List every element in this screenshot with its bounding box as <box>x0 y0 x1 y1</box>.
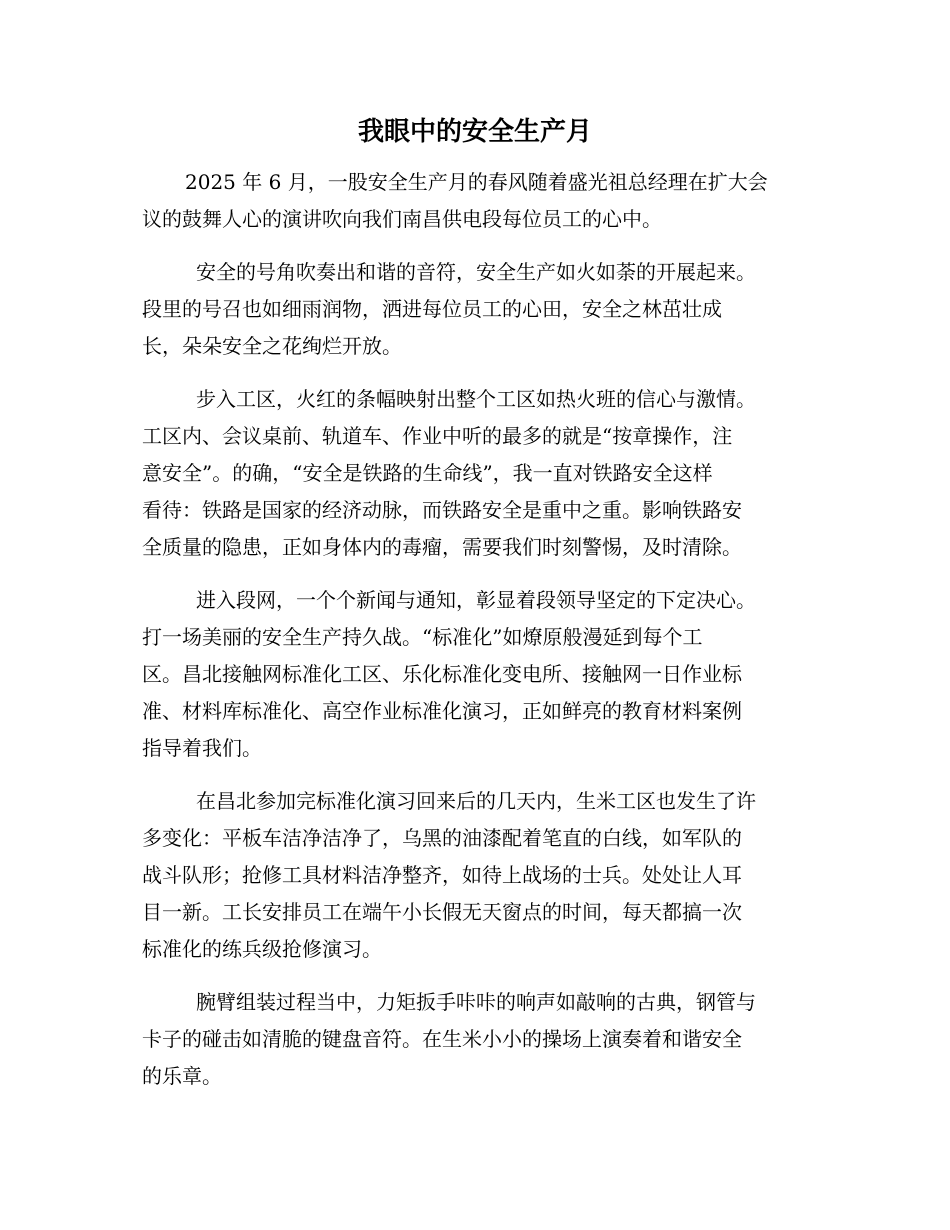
paragraph-2-line-1: 安全的号角吹奏出和谐的音符，安全生产如火如荼的开展起来。 <box>196 260 756 284</box>
paragraph-3-line-2: 工区内、会议桌前、轨道车、作业中听的最多的就是“按章操作，注 <box>142 424 733 448</box>
document-title: 我眼中的安全生产月 <box>357 117 592 147</box>
paragraph-6-line-3: 的乐章。 <box>142 1064 222 1088</box>
paragraph-5-line-5: 标准化的练兵级抢修演习。 <box>142 937 382 961</box>
paragraph-2-line-3: 长，朵朵安全之花绚烂开放。 <box>142 334 402 358</box>
paragraph-1-line-2: 议的鼓舞人心的演讲吹向我们南昌供电段每位员工的心中。 <box>142 207 662 231</box>
paragraph-4-line-5: 指导着我们。 <box>142 736 262 760</box>
paragraph-4-line-3: 区。昌北接触网标准化工区、乐化标准化变电所、接触网一日作业标 <box>142 662 742 686</box>
paragraph-5-line-1: 在昌北参加完标准化演习回来后的几天内，生米工区也发生了许 <box>196 789 756 813</box>
paragraph-1-line-1: 2025 年 6 月，一股安全生产月的春风随着盛光祖总经理在扩大会 <box>185 170 768 194</box>
paragraph-6-line-2: 卡子的碰击如清脆的键盘音符。在生米小小的操场上演奏着和谐安全 <box>142 1027 742 1051</box>
paragraph-3-line-1: 步入工区，火红的条幅映射出整个工区如热火班的信心与激情。 <box>196 387 756 411</box>
paragraph-5-line-2: 多变化：平板车洁净洁净了，乌黑的油漆配着笔直的白线，如军队的 <box>142 826 742 850</box>
paragraph-6-line-1: 腕臂组装过程当中，力矩扳手咔咔的响声如敲响的古典，钢管与 <box>196 990 756 1014</box>
paragraph-2-line-2: 段里的号召也如细雨润物，洒进每位员工的心田，安全之林茁壮成 <box>142 297 722 321</box>
paragraph-3-line-3: 意安全”。的确，“安全是铁路的生命线”，我一直对铁路安全这样 <box>142 461 713 485</box>
paragraph-5-line-4: 目一新。工长安排员工在端午小长假无天窗点的时间，每天都搞一次 <box>142 900 742 924</box>
paragraph-5-line-3: 战斗队形；抢修工具材料洁净整齐，如待上战场的士兵。处处让人耳 <box>142 863 742 887</box>
paragraph-4-line-4: 准、材料库标准化、高空作业标准化演习，正如鲜亮的教育材料案例 <box>142 699 742 723</box>
paragraph-3-line-5: 全质量的隐患，正如身体内的毒瘤，需要我们时刻警惕，及时清除。 <box>142 535 742 559</box>
paragraph-4-line-1: 进入段网，一个个新闻与通知，彰显着段领导坚定的下定决心。 <box>196 588 756 612</box>
paragraph-4-line-2: 打一场美丽的安全生产持久战。“标准化”如燎原般漫延到每个工 <box>142 625 703 649</box>
paragraph-3-line-4: 看待：铁路是国家的经济动脉，而铁路安全是重中之重。影响铁路安 <box>142 498 742 522</box>
